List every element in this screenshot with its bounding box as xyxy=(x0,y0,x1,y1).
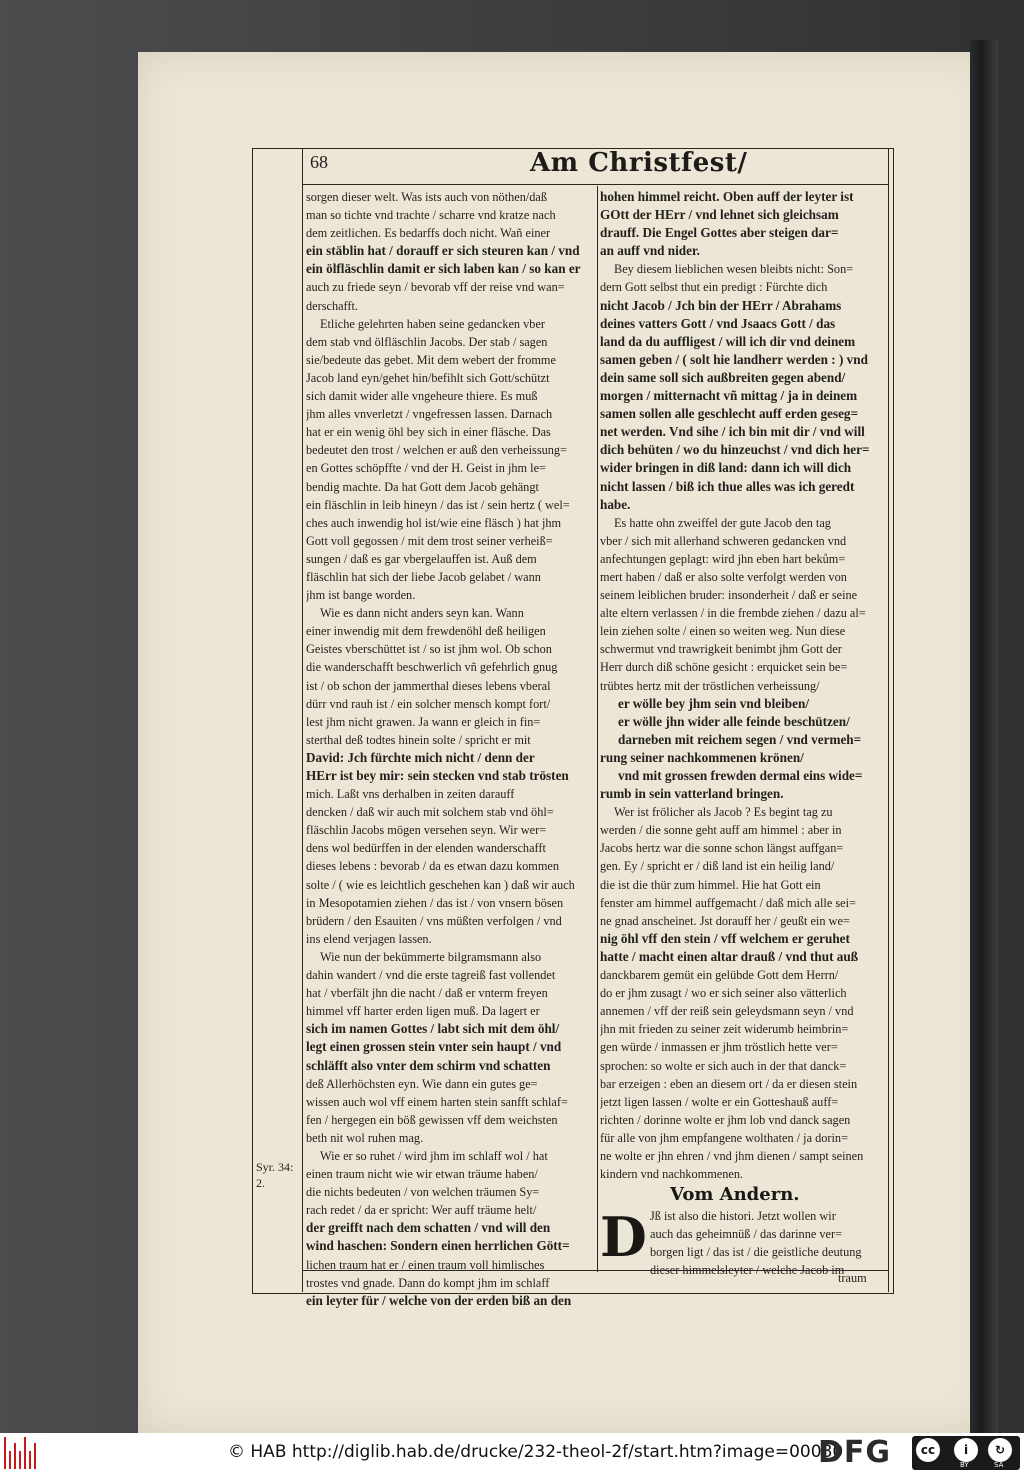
text-line: gen würde / inmassen er jhm tröstlich hette ver= xyxy=(600,1040,838,1055)
text-line: Herr durch diß schöne gesicht : erquicket sein be= xyxy=(600,660,848,675)
text-line: en Gottes schöpffte / vnd der H. Geist in jhm le= xyxy=(306,461,546,476)
text-line: sorgen dieser welt. Was ists auch von nöthen/daß xyxy=(306,190,548,204)
text-line: ins elend verjagen lassen. xyxy=(306,931,432,946)
running-head: Am Christfest/ xyxy=(530,148,748,178)
text-line: Geistes vberschüttet ist / so ist jhm wol. Ob schon xyxy=(306,642,552,657)
text-line: dem zeitlichen. Es bedarffs doch nicht. Wañ einer xyxy=(306,226,551,241)
text-line: in Mesopotamien ziehen / das ist / von vnsern bösen xyxy=(306,895,564,910)
text-line: Jacob land eyn/gehet hin/befihlt sich Gott/schützt xyxy=(306,370,550,385)
text-line: dem stab vnd ölfläschlin Jacobs. Der stab / sagen xyxy=(306,334,548,349)
text-line: dein same soll sich außbreiten gegen abend/ xyxy=(600,369,846,385)
margin-rule-right xyxy=(888,148,889,1292)
text-line: an auff vnd nider. xyxy=(600,243,700,259)
text-line: kindern vnd nachkommenen. xyxy=(600,1167,744,1182)
text-line: net werden. Vnd sihe / ich bin mit dir / vnd will xyxy=(600,424,865,440)
text-line: die wanderschafft beschwerlich vñ gefehrlich gnug xyxy=(306,660,558,675)
license-badge[interactable] xyxy=(912,1436,1020,1470)
text-line: auch zu friede seyn / bevorab vff der reise vnd wan= xyxy=(306,280,565,295)
text-line: anfechtungen geplagt: wird jhn eben hart bekům= xyxy=(600,551,846,566)
text-line: ist / ob schon der jammerthal dieses lebens vberal xyxy=(306,678,551,693)
text-line: die ist die thür zum himmel. Hie hat Gott ein xyxy=(600,877,821,892)
text-line: nicht Jacob / Jch bin der HErr / Abrahams xyxy=(600,297,842,313)
text-line: auch das geheimnüß / das darinne ver= xyxy=(650,1227,843,1242)
text-line: dens wol bedürffen in der elenden wanderschafft xyxy=(306,841,546,856)
text-line: ne wolte er jhn ehren / vnd jhm dienen / sampt seinen xyxy=(600,1148,864,1163)
text-line: gen. Ey / spricht er / diß land ist ein heilig land/ xyxy=(600,859,835,874)
text-line: sie/bedeute das gebet. Mit dem webert der fromme xyxy=(306,352,556,367)
viewer-footer xyxy=(0,1433,1024,1473)
text-line: hatte / macht einen altar drauß / vnd thut auß xyxy=(600,948,859,964)
text-line: vber / sich mit allerhand schweren gedancken vnd xyxy=(600,533,847,548)
margin-note: Syr. 34: 2. xyxy=(256,1160,294,1190)
text-line: ches auch inwendig hol ist/wie eine fläsch ) hat jhm xyxy=(306,515,562,530)
text-line: hohen himmel reicht. Oben auff der leyter ist xyxy=(600,189,854,204)
text-line: dieses lebens : bevorab / da es etwan dazu kommen xyxy=(306,859,560,874)
text-line: wissen auch wol vff einem harten stein sanfft schlaf= xyxy=(306,1094,568,1109)
text-line: hat / vberfält jhn die nacht / daß er vnterm freyen xyxy=(306,986,548,1001)
text-line: rumb in sein vatterland bringen. xyxy=(600,786,784,802)
by-label: BY xyxy=(960,1461,969,1469)
text-line: wind haschen: Sondern einen herrlichen Gött= xyxy=(306,1238,570,1254)
text-line: einen traum nicht wie wir etwan träume haben/ xyxy=(306,1167,538,1182)
text-line: sich im namen Gottes / labt sich mit dem öhl/ xyxy=(306,1021,560,1037)
scale-ruler-icon xyxy=(4,1437,40,1469)
text-line: trostes vnd gnade. Dann do kompt jhm im schlaff xyxy=(306,1275,550,1290)
text-line: darneben mit reichem segen / vnd vermeh= xyxy=(618,731,862,747)
text-line: rung seiner nachkommenen krönen/ xyxy=(600,749,804,765)
text-line: HErr ist bey mir: sein stecken vnd stab trösten xyxy=(306,768,569,783)
page-number: 68 xyxy=(310,152,328,172)
text-line: do er jhm zusagt / wo er sich seiner also vätterlich xyxy=(600,986,847,1001)
text-line: Wie er so ruhet / wird jhm im schlaff wol / hat xyxy=(320,1148,548,1163)
text-line: trübtes hertz mit der tröstlichen verheissung/ xyxy=(600,678,820,693)
text-line: ein fläschlin in leib hineyn / das ist / sein hertz ( wel= xyxy=(306,497,570,512)
text-line: bedeutet den trost / welchen er auß den verheissung= xyxy=(306,443,567,458)
text-line: lichen traum hat er / einen traum voll himlisches xyxy=(306,1257,545,1272)
text-line: legt einen grossen stein vnter sein haupt / vnd xyxy=(306,1039,562,1055)
text-line: jhm ist bange worden. xyxy=(306,588,416,603)
text-line: alte eltern verlassen / in die frembde ziehen / dazu al= xyxy=(600,606,866,621)
text-line: dieser himmelsleyter / welche Jacob im xyxy=(650,1263,845,1278)
text-line: fläschlin hat sich der liebe Jacob gelabet / wann xyxy=(306,569,541,584)
text-line: Wer ist frölicher als Jacob ? Es begint tag zu xyxy=(614,805,833,820)
text-line: jhn mit frieden zu seiner zeit widerumb heimbrin= xyxy=(600,1022,849,1037)
page-edge-shadow xyxy=(970,40,998,1435)
text-line: fenster am himmel auffgemacht / daß mich alle sei= xyxy=(600,895,856,910)
left-text-column xyxy=(306,188,592,1310)
right-text-column xyxy=(600,188,884,1280)
text-line: schläfft also vnter dem schirm vnd schatten xyxy=(306,1057,551,1073)
text-line: annemen / vff der reiß sein geleydsmann seyn / vnd xyxy=(600,1004,854,1019)
text-line: sungen / daß es gar vbergelauffen ist. Auß dem xyxy=(306,551,537,566)
text-line: Bey diesem lieblichen wesen bleibts nicht: Son= xyxy=(614,262,854,277)
text-line: seinem leiblichen bruder: insonderheit / daß er seine xyxy=(600,588,858,603)
header-rule xyxy=(302,184,888,185)
text-line: bendig machte. Da hat Gott dem Jacob gehängt xyxy=(306,479,539,494)
text-line: dencken / daß wir auch mit solchem stab vnd öhl= xyxy=(306,805,554,820)
text-line: mert haben / daß er also solte verfolgt werden von xyxy=(600,569,847,584)
text-line: nig öhl vff den stein / vff welchem er geruhet xyxy=(600,930,850,946)
text-line: dich behüten / wo du hinzeuchst / vnd dich her= xyxy=(600,442,870,458)
text-line: sterthal deß todtes hinein solte / spricht er mit xyxy=(306,732,531,747)
text-line: man so tichte vnd trachte / scharre vnd kratze nach xyxy=(306,208,556,223)
text-line: für alle von jhm empfangene wolthaten / ja dorin= xyxy=(600,1130,849,1145)
text-line: Etliche gelehrten haben seine gedancken vber xyxy=(320,316,545,331)
text-line: land da du auffligest / will ich dir vnd deinem xyxy=(600,333,856,349)
text-line: richten / dorinne wolte er jhm lob vnd danck sagen xyxy=(600,1112,851,1127)
text-line: er wölle jhn wider alle feinde beschützen/ xyxy=(618,713,850,729)
text-line: dürr vnd rauh ist / ein solcher mensch kompt fort/ xyxy=(306,696,551,711)
text-line: lein ziehen solte / einen so weiten weg. Nun diese xyxy=(600,624,846,639)
column-divider xyxy=(597,186,598,1272)
section-title: Vom Andern. xyxy=(670,1184,800,1206)
text-line: schwermut vnd trawrigkeit benimbt jhm Gott der xyxy=(600,642,842,657)
text-line: bar erzeigen : eben an diesem ort / da er diesen stein xyxy=(600,1076,858,1091)
text-line: brüdern / den Esauiten / vns müßten verfolgen / vnd xyxy=(306,913,562,928)
text-line: Gott voll gegossen / mit dem trost seiner verheiß= xyxy=(306,533,553,548)
text-line: samen geben / ( solt hie landherr werden : ) vnd xyxy=(600,351,868,367)
text-line: danckbarem gemüt ein gelübde Gott dem Herrn/ xyxy=(600,968,839,983)
text-line: ne gnad anscheinet. Jst dorauff her / geußt ein we= xyxy=(600,913,850,928)
text-line: fen / hergegen ein böß gewissen vff dem weichsten xyxy=(306,1112,558,1127)
text-line: Jß ist also die histori. Jetzt wollen wir xyxy=(650,1209,836,1224)
text-line: wider bringen in diß land: dann ich will dich xyxy=(600,460,852,476)
text-line: lest jhm nicht grawen. Ja wann er gleich in fin= xyxy=(306,714,541,729)
text-line: Wie nun der bekümmerte bilgramsmann also xyxy=(320,949,542,964)
right-column-body xyxy=(600,188,884,1183)
dropcap-paragraph xyxy=(600,1207,884,1279)
text-line: David: Jch fürchte mich nicht / denn der xyxy=(306,749,535,765)
text-line: habe. xyxy=(600,496,631,512)
text-line: er wölle bey jhm sein vnd bleiben/ xyxy=(618,695,809,711)
text-line: hat er ein wenig öhl bey sich in einer fläsche. Das xyxy=(306,425,551,440)
by-icon: i xyxy=(954,1438,978,1462)
text-line: sich damit wider alle vngeheure thiere. Es muß xyxy=(306,389,538,404)
text-line: Wie es dann nicht anders seyn kan. Wann xyxy=(320,606,524,621)
catchword: traum xyxy=(838,1271,867,1285)
text-line: ein leyter für / welche von der erden biß an den xyxy=(306,1292,572,1308)
cc-icon: cc xyxy=(916,1438,940,1462)
text-line: samen sollen alle geschlecht auff erden geseg= xyxy=(600,406,859,422)
text-line: der greifft nach dem schatten / vnd will den xyxy=(306,1220,551,1236)
text-line: mich. Laßt vns derhalben in zeiten darauff xyxy=(306,787,515,802)
dropcap-initial: D xyxy=(600,1205,647,1270)
dfg-logo[interactable]: DFG xyxy=(818,1435,892,1470)
text-line: Jacobs hertz war die sonne schon längst auffgan= xyxy=(600,841,844,856)
text-line: die nichts bedeuten / von welchen träumen Sy= xyxy=(306,1185,540,1200)
text-line: ein ölfläschlin damit er sich laben kan / so kan er xyxy=(306,261,581,277)
text-line: nicht lassen / biß ich thue alles was ich geredt xyxy=(600,478,855,494)
text-line: dahin wandert / vnd die erste tagreiß fast vollendet xyxy=(306,968,556,983)
text-line: GOtt der HErr / vnd lehnet sich gleichsam xyxy=(600,207,839,223)
text-line: himmel vff harter erden ligen muß. Da lagert er xyxy=(306,1004,540,1019)
text-line: ein stäblin hat / dorauff er sich steuren kan / vnd xyxy=(306,243,580,259)
text-line: jhm alles vnverletzt / vngefressen lassen. Darnach xyxy=(306,407,553,422)
text-line: borgen ligt / das ist / die geistliche deutung xyxy=(650,1245,862,1260)
sa-icon: ↻ xyxy=(988,1438,1012,1462)
text-line: rach redet / da er spricht: Wer auff träume helt/ xyxy=(306,1203,537,1218)
text-line: drauff. Die Engel Gottes aber steigen dar= xyxy=(600,225,839,241)
text-line: deß Allerhöchsten eyn. Wie dann ein gutes ge= xyxy=(306,1076,538,1091)
text-line: deines vatters Gott / vnd Jsaacs Gott / das xyxy=(600,315,836,331)
text-line: vnd mit grossen frewden dermal eins wide= xyxy=(618,768,863,783)
text-line: beth nit wol ruhen mag. xyxy=(306,1130,424,1145)
text-line: solte / ( wie es leichtlich geschehen kan ) daß wir auch xyxy=(306,877,575,892)
text-line: werden / die sonne geht auff am himmel : aber in xyxy=(600,823,842,838)
text-line: derschafft. xyxy=(306,298,359,313)
text-line: sprochen: so wolte er sich auch in der that danck= xyxy=(600,1058,847,1073)
text-line: fläschlin Jacobs mögen versehen seyn. Wir wer= xyxy=(306,823,547,838)
text-line: jetzt ligen lassen / wolte er ein Gotteshauß auff= xyxy=(600,1094,839,1109)
text-line: einer inwendig mit dem frewdenöhl deß heiligen xyxy=(306,624,546,639)
text-line: Es hatte ohn zweiffel der gute Jacob den tag xyxy=(614,515,831,530)
margin-rule-left xyxy=(302,148,303,1292)
text-line: morgen / mitternacht vñ mittag / ja in deinem xyxy=(600,388,858,404)
text-line: dern Gott selbst thut ein predigt : Fürchte dich xyxy=(600,280,828,295)
sa-label: SA xyxy=(994,1461,1004,1469)
copyright-link[interactable]: © HAB http://diglib.hab.de/drucke/232-theol-2f/start.htm?image=00080 xyxy=(228,1442,844,1462)
